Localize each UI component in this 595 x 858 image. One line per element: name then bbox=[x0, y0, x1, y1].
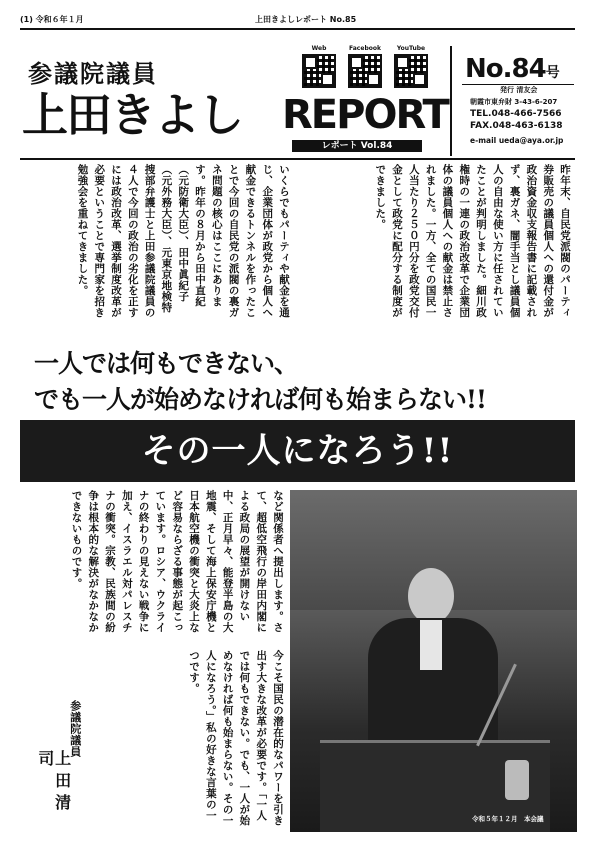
vol-badge: レポート Vol.84 bbox=[292, 140, 422, 152]
headline-line2: でも一人が始めなければ何も始まらない!! bbox=[34, 385, 486, 414]
fax: FAX.048-463-6138 bbox=[470, 121, 563, 131]
speaker-shirt bbox=[420, 620, 442, 670]
water-glass bbox=[505, 760, 529, 800]
top-bar bbox=[20, 12, 575, 28]
qr-web[interactable] bbox=[300, 44, 338, 88]
article-top-left: いくらでもパーティや献金を通じ、企業団体が政党から個人へ献金できるトンネルを作ったことで今回の自民党の派閥の裏ガネ問題の核心はここにあります。昨年の８月から田中直紀（元防衛大臣）、田中眞紀子（元外務大臣）、元東京地検特捜部弁護士と上田参議院議員の４人で今回の政治の劣化を正すには政治改革、選挙制度改革が必要ということで専門家を招き勉強会を重ねてきました。 bbox=[76, 164, 290, 318]
issue-suffix: 号 bbox=[545, 65, 559, 81]
headline-banner-text: その一人になろう!! bbox=[141, 431, 454, 471]
article-middle: など関係者へ提出します。さて、超低空飛行の岸田内閣による政局の展望が開けない中、正月早々、能登半島の大地震、そして海上保安庁機と日本航空機の衝突と大炎上など容易ならざる事態が起こっています。ロシア、ウクライナの終わりの見えない戦争に加え、イスラエル対パレスチナの衝突。宗教、民族間の紛争は根本的な解決がなかなかできないものです。 bbox=[70, 490, 284, 633]
title-report: REPORT bbox=[282, 92, 448, 138]
signature-office: 参議院議員 bbox=[68, 700, 82, 758]
qr-youtube[interactable] bbox=[392, 44, 430, 88]
speech-photo bbox=[290, 490, 577, 832]
headline-line1: 一人では何もできない、 bbox=[34, 349, 299, 378]
tel: TEL.048-466-7566 bbox=[470, 109, 562, 119]
qr-web-label: Web bbox=[311, 45, 327, 52]
page-label: (1) 令和６年１月 bbox=[20, 15, 84, 24]
issue-number-value: No.84 bbox=[465, 54, 546, 84]
email-link[interactable]: e-mail ueda@aya.or.jp bbox=[470, 136, 564, 145]
qr-facebook[interactable] bbox=[346, 44, 384, 88]
title-office: 参議院議員 bbox=[28, 60, 158, 88]
address: 朝霞市東弁財 3-43-6-207 bbox=[470, 98, 558, 106]
speaker-head bbox=[408, 568, 454, 624]
header-bottom-rule bbox=[20, 158, 575, 160]
qr-code-icon bbox=[302, 54, 336, 88]
photo-caption: 令和５年１２月 本会議 bbox=[472, 815, 544, 823]
qr-code-icon bbox=[348, 54, 382, 88]
qr-facebook-label: Facebook bbox=[349, 45, 381, 52]
article-bottom: 今こそ国民の潜在的なパワーを引き出す大きな改革が必要です。「一人では何もできない。でも、一人が始めなければ何も始まらない。その一人になろう。」私の好きな言葉の一つです。 bbox=[188, 650, 284, 826]
issuer: 発行 清友会 bbox=[500, 86, 538, 94]
title-name: 上田きよし bbox=[22, 88, 242, 142]
qr-code-icon bbox=[394, 54, 428, 88]
header-rule bbox=[20, 28, 575, 30]
article-top-right: 昨年末、自民党派閥のパーティ券販売の議員個人への還付金が政治資金収支報告書に記載されず、裏ガネ、闇手当とし議員個人の自由な使い方に任されていたことが判明しました。細川政権時の一連の政治改革で企業団体の議員個人への献金は禁止されました。一方、全ての国民一人当たり２５０円分を政党交付金として政党に配分する制度ができました。 bbox=[374, 164, 571, 318]
report-label: 上田きよしレポート No.85 bbox=[255, 15, 357, 24]
qr-youtube-label: YouTube bbox=[396, 45, 426, 52]
signature-name: 上田清司 bbox=[35, 750, 72, 816]
issue-number bbox=[465, 54, 559, 84]
header-divider bbox=[450, 46, 452, 156]
